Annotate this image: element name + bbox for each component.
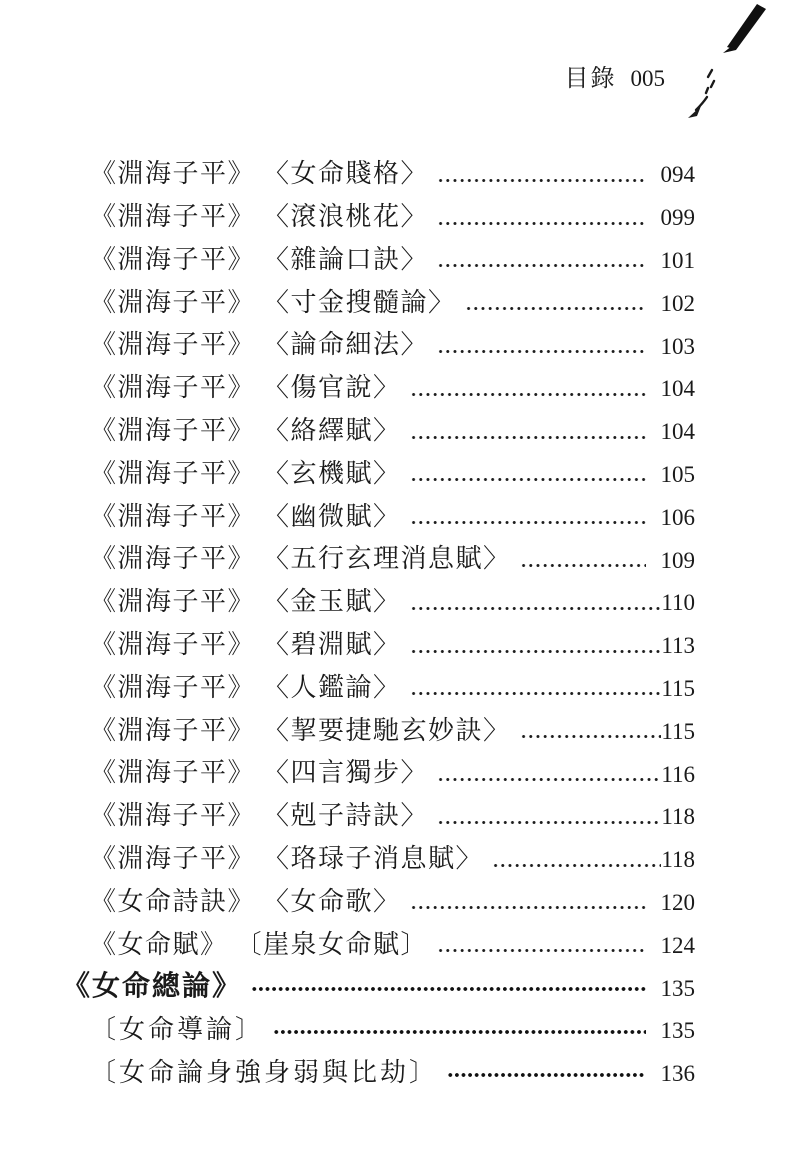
toc-entry-page: 120	[660, 889, 695, 915]
toc-entry-page: 101	[660, 247, 695, 273]
toc-entry-title: 《女命賦》 〔崖泉女命賦〕	[90, 929, 429, 959]
dot-leader	[465, 306, 646, 311]
toc-entry-page: 099	[660, 205, 695, 231]
dot-leader	[410, 477, 646, 482]
section-title: 目錄	[564, 65, 617, 92]
toc-list	[62, 146, 695, 1088]
toc-entry-page: 124	[660, 932, 695, 958]
toc-entry-title: 《女命詩訣》 〈女命歌〉	[90, 886, 401, 916]
toc-entry-page: 115	[661, 718, 695, 744]
dot-leader	[437, 263, 646, 268]
dot-leader	[437, 178, 646, 183]
toc-entry-title: 《淵海子平》 〈五行玄理消息賦〉	[90, 544, 511, 574]
toc-entry	[90, 189, 695, 232]
toc-entry-title: 《女命總論》	[62, 970, 243, 1002]
toc-entry-title: 《淵海子平》 〈玄機賦〉	[90, 458, 401, 488]
toc-entry	[90, 317, 695, 360]
dot-leader	[410, 905, 646, 910]
toc-entry-page: 135	[660, 975, 695, 1001]
toc-entry-title: 《淵海子平》 〈女命賤格〉	[90, 159, 429, 189]
dot-leader	[520, 734, 662, 739]
toc-entry	[90, 788, 695, 831]
toc-entry-title: 《淵海子平》 〈傷官說〉	[90, 373, 401, 403]
toc-entry	[90, 488, 695, 531]
dot-leader	[410, 392, 646, 397]
toc-entry-page: 110	[661, 590, 695, 616]
dot-leader	[410, 606, 662, 611]
toc-entry-title: 《淵海子平》 〈寸金搜髓論〉	[90, 287, 456, 317]
dot-leader	[437, 221, 646, 226]
toc-entry	[90, 1045, 695, 1088]
toc-entry	[90, 916, 695, 959]
toc-entry	[90, 745, 695, 788]
toc-entry-title: 《淵海子平》 〈論命細法〉	[90, 330, 429, 360]
toc-entry-page: 105	[660, 461, 695, 487]
dot-leader	[437, 820, 661, 825]
toc-entry	[90, 574, 695, 617]
toc-entry-page: 116	[661, 761, 695, 787]
toc-entry-title: 《淵海子平》 〈挈要捷馳玄妙訣〉	[90, 715, 511, 745]
toc-entry	[90, 531, 695, 574]
pen-slash-stroke	[723, 4, 766, 53]
toc-entry-title: 〔女命導論〕	[90, 1015, 265, 1045]
toc-entry-page: 109	[660, 547, 695, 573]
toc-entry-title: 《淵海子平》 〈絡繹賦〉	[90, 415, 401, 445]
toc-entry	[90, 446, 695, 489]
toc-entry-title: 《淵海子平》 〈人鑑論〉	[90, 672, 401, 702]
dot-leader	[520, 563, 646, 568]
dot-leader	[437, 948, 646, 953]
toc-entry-page: 094	[660, 162, 695, 188]
pen-arrowhead	[688, 106, 701, 118]
toc-entry-page: 104	[660, 376, 695, 402]
dot-leader	[273, 1029, 646, 1035]
dot-leader	[410, 435, 646, 440]
running-head	[565, 58, 666, 93]
dot-leader	[251, 986, 646, 992]
toc-entry-page: 135	[660, 1018, 695, 1044]
dot-leader	[410, 520, 646, 525]
toc-entry-page: 118	[661, 804, 695, 830]
dot-leader	[437, 777, 661, 782]
dot-leader	[410, 691, 662, 696]
dot-leader	[492, 863, 661, 868]
toc-entry-title: 《淵海子平》 〈四言獨步〉	[90, 758, 429, 788]
toc-entry	[90, 831, 695, 874]
toc-entry-title: 《淵海子平》 〈幽微賦〉	[90, 501, 401, 531]
toc-entry-page: 115	[661, 675, 695, 701]
dot-leader	[410, 649, 662, 654]
toc-entry	[90, 274, 695, 317]
toc-entry-page: 113	[661, 633, 695, 659]
pen-arrow-doodle	[696, 70, 714, 110]
toc-entry-page: 106	[660, 504, 695, 530]
toc-entry	[90, 1002, 695, 1045]
dot-leader	[447, 1072, 646, 1078]
toc-entry-title: 《淵海子平》 〈滾浪桃花〉	[90, 202, 429, 231]
folio-page-number: 005	[630, 66, 665, 91]
toc-entry	[90, 232, 695, 275]
toc-entry-page: 136	[660, 1061, 695, 1087]
toc-entry-title: 《淵海子平》 〈剋子詩訣〉	[90, 801, 429, 831]
toc-entry-title: 《淵海子平》 〈金玉賦〉	[90, 587, 401, 617]
toc-entry	[90, 146, 695, 189]
toc-entry-page: 102	[660, 290, 695, 316]
toc-entry-page: 104	[660, 419, 695, 445]
toc-entry-page: 103	[660, 333, 695, 359]
toc-entry-title: 《淵海子平》 〈雜論口訣〉	[90, 244, 429, 274]
toc-entry	[90, 617, 695, 660]
toc-entry-title: 《淵海子平》 〈珞琭子消息賦〉	[90, 843, 484, 873]
toc-entry	[90, 360, 695, 403]
toc-entry-title: 《淵海子平》 〈碧淵賦〉	[90, 629, 401, 659]
toc-entry	[90, 660, 695, 703]
toc-entry	[90, 403, 695, 446]
toc-entry-title: 〔女命論身強身弱與比劫〕	[90, 1057, 439, 1087]
dot-leader	[437, 349, 646, 354]
toc-entry	[90, 702, 695, 745]
toc-entry	[90, 874, 695, 917]
toc-entry	[62, 959, 695, 1002]
toc-entry-page: 118	[661, 847, 695, 873]
